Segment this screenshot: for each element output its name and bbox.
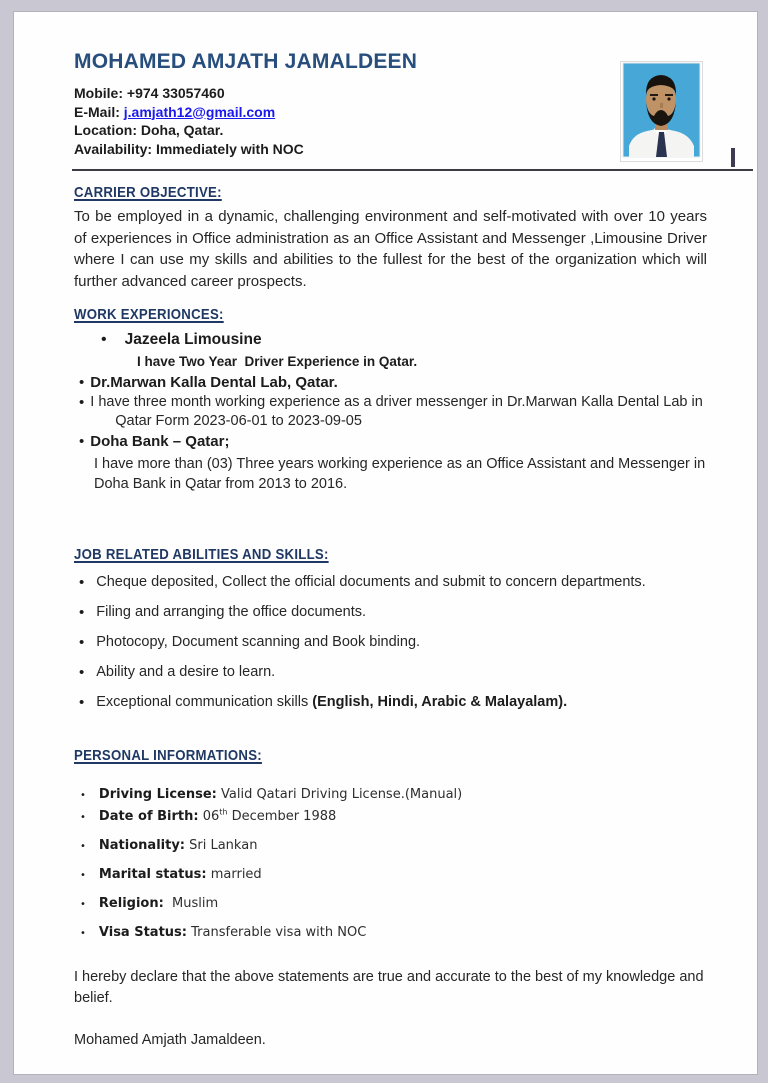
personal-item-visa-status <box>74 924 707 941</box>
work-item-jazeela <box>101 330 707 350</box>
career-objective-text: To be employed in a dynamic, challenging environment and self-motivated with over 10 years of experiences in Office administration as an Office Assistant and Messenger ,Limousine Driver where I can use my skills and abilities to the fullest for the best of the organization which will further advanced career prospects. <box>74 208 707 290</box>
declaration-text: I hereby declare that the above statements are true and accurate to the best of my knowledge and belief. <box>74 969 704 1006</box>
bullet-dot <box>79 663 84 682</box>
signature-name: Mohamed Amjath Jamaldeen. <box>74 1032 266 1048</box>
work-item-title: Doha Bank – Qatar; <box>90 433 230 450</box>
skill-item <box>74 603 707 622</box>
personal-item-text <box>99 808 336 825</box>
personal-item-text <box>99 837 258 854</box>
section-career-objective <box>74 184 707 292</box>
skill-text: Filing and arranging the office documents. <box>96 604 367 620</box>
skill-text: Ability and a desire to learn. <box>96 664 276 680</box>
location-value: Doha, Qatar. <box>140 122 224 138</box>
section-skills <box>74 546 707 712</box>
dob-day: 06 <box>198 809 220 824</box>
personal-item-label: Date of Birth: <box>98 809 199 824</box>
skill-text-regular: Exceptional communication skills <box>96 694 313 710</box>
personal-item-religion <box>74 895 707 912</box>
bullet-dot <box>79 393 84 412</box>
skill-item <box>74 663 707 682</box>
location-label: Location: <box>74 122 141 138</box>
personal-item-text <box>99 866 262 883</box>
header-divider <box>72 169 753 171</box>
mobile-line <box>74 84 707 103</box>
skill-item <box>74 573 707 592</box>
work-item-detail: I have more than (03) Three years working experience as an Office Assistant and Messenger in Doha Bank in Qatar from 2013 to 2016. <box>94 456 706 492</box>
work-item-title: Dr.Marwan Kalla Dental Lab, Qatar. <box>90 374 338 391</box>
skill-item-languages <box>74 693 707 712</box>
bullet-dot <box>80 840 86 853</box>
email-line <box>74 103 707 122</box>
personal-item-text <box>99 924 366 941</box>
scan-artifact-mark <box>731 148 735 167</box>
work-item-dental-detail <box>79 393 707 430</box>
personal-item-label: Marital status: <box>98 867 207 882</box>
work-item-text: I have three month working experience as a driver messenger in Dr.Marwan Kalla Dental Lab in Qatar Form 2023-06-01 to 2023-09-05 <box>90 394 703 429</box>
personal-item-value: Valid Qatari Driving License.(Manual) <box>216 787 463 802</box>
work-item-doha-bank <box>79 432 707 451</box>
skill-text <box>96 693 567 712</box>
bullet-dot <box>80 927 86 940</box>
career-objective-heading: CARRIER OBJECTIVE: <box>74 184 222 201</box>
availability-value: Immediately with NOC <box>155 140 304 157</box>
personal-item-text <box>99 786 462 803</box>
skill-item <box>74 633 707 652</box>
skill-text: Photocopy, Document scanning and Book binding. <box>96 634 421 650</box>
personal-item-driving-license <box>74 786 707 803</box>
personal-informations-heading: PERSONAL INFORMATIONS: <box>74 747 262 764</box>
personal-item-label: Visa Status: <box>98 925 187 940</box>
work-item-title: Jazeela Limousine <box>124 331 262 348</box>
personal-item-label: Driving License: <box>98 787 217 802</box>
personal-item-marital-status <box>74 866 707 883</box>
bullet-dot <box>79 633 84 652</box>
personal-item-label: Religion: <box>98 896 164 911</box>
personal-item-date-of-birth <box>74 808 707 825</box>
personal-item-value: Sri Lankan <box>185 838 258 853</box>
applicant-name: MOHAMED AMJATH JAMALDEEN <box>74 50 418 73</box>
personal-item-label: Nationality: <box>98 838 185 853</box>
bullet-dot <box>79 693 84 712</box>
work-item-dental-lab <box>79 373 707 392</box>
location-line <box>74 121 707 140</box>
work-experiences-heading: WORK EXPERIONCES: <box>74 306 224 323</box>
section-work-experiences <box>74 306 707 494</box>
bullet-dot <box>80 898 86 911</box>
personal-item-text <box>99 895 218 912</box>
bullet-dot <box>79 603 84 622</box>
personal-item-value: Transferable visa with NOC <box>187 925 367 940</box>
availability-label: Availability: <box>74 140 156 157</box>
resume-page <box>13 11 758 1075</box>
skills-heading: JOB RELATED ABILITIES AND SKILLS: <box>74 546 329 563</box>
skill-text: Cheque deposited, Collect the official documents and submit to concern departments. <box>96 574 646 590</box>
personal-item-value: married <box>206 867 262 882</box>
bullet-dot <box>79 432 84 451</box>
bullet-dot <box>79 573 84 592</box>
dob-rest: December 1988 <box>227 809 337 824</box>
bullet-dot <box>80 789 86 802</box>
skill-text-bold: (English, Hindi, Arabic & Malayalam). <box>312 694 568 710</box>
personal-item-nationality <box>74 837 707 854</box>
dob-ordinal-suffix: th <box>219 807 228 817</box>
bullet-dot <box>101 330 107 349</box>
mobile-value: +974 33057460 <box>126 85 225 101</box>
mobile-label: Mobile: <box>74 85 127 101</box>
bullet-dot <box>80 811 86 824</box>
resume-content <box>74 50 707 1048</box>
email-link[interactable]: j.amjath12@gmail.com <box>123 103 276 120</box>
bullet-dot <box>80 869 86 882</box>
personal-item-value: Muslim <box>163 896 219 911</box>
work-item-detail: I have Two Year Driver Experience in Qatar. <box>137 354 418 369</box>
bullet-dot <box>79 373 84 392</box>
section-personal-informations <box>74 745 707 941</box>
email-label: E-Mail: <box>74 103 124 120</box>
availability-line <box>74 140 707 159</box>
